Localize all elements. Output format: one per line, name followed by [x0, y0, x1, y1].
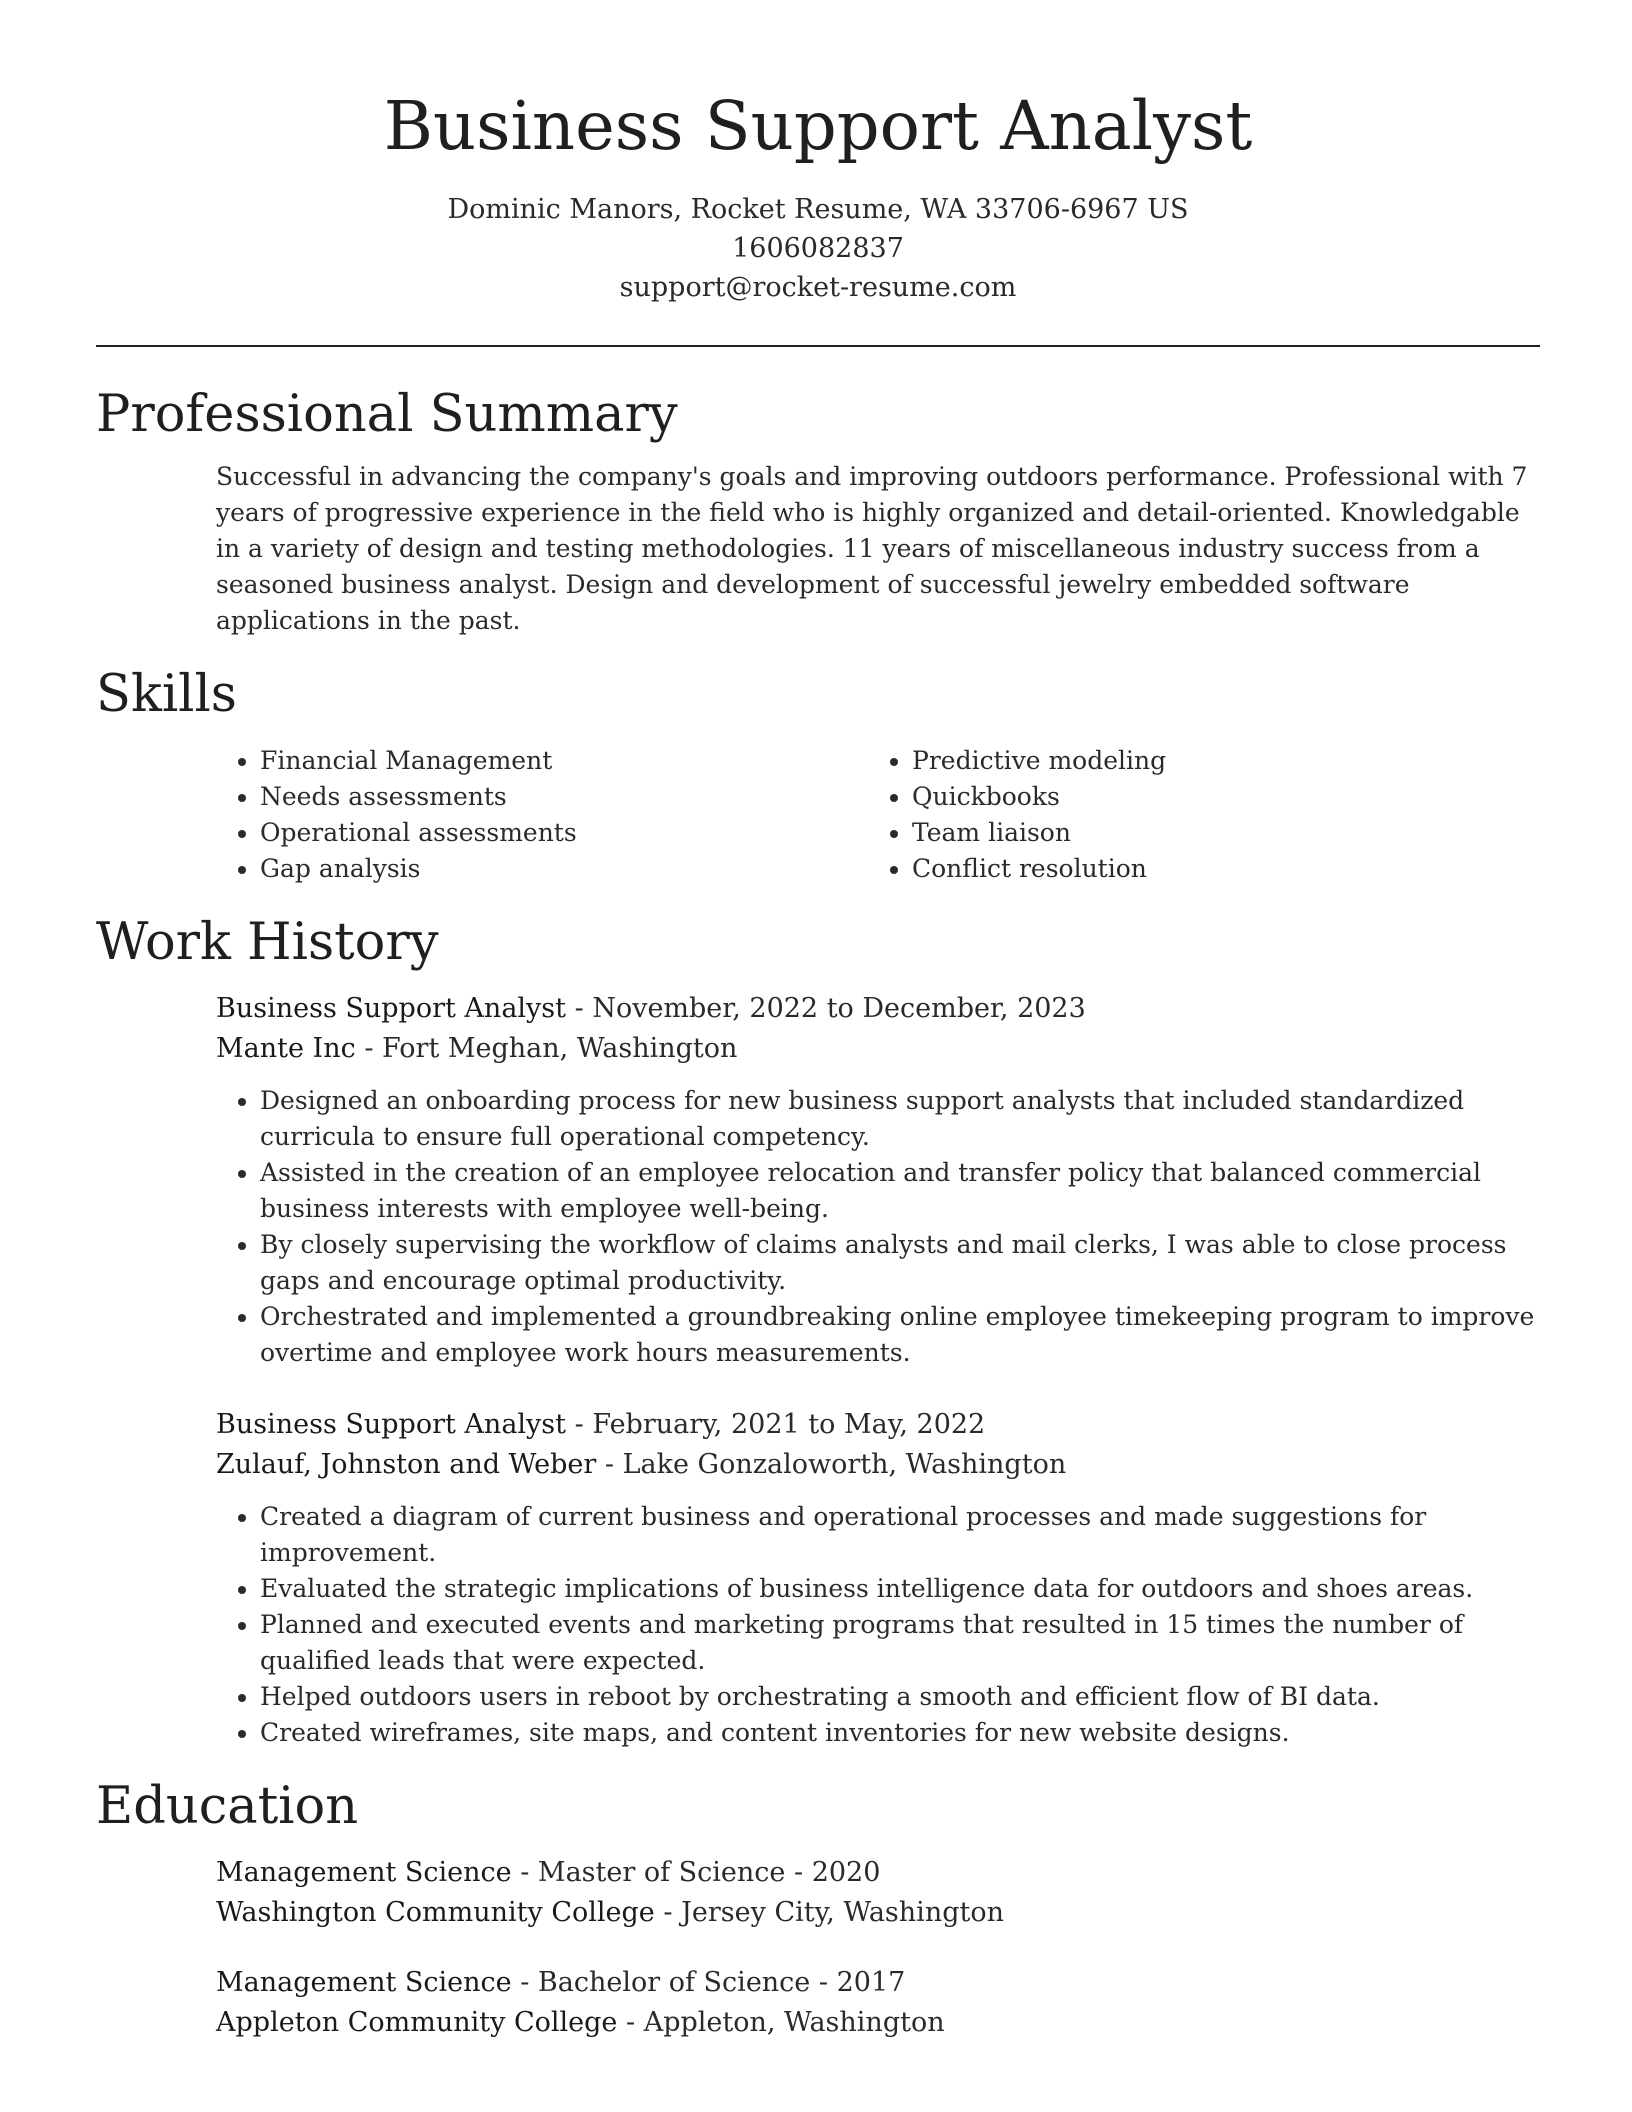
skills-column-right — [868, 743, 1520, 887]
skill-item: • Conflict resolution — [912, 851, 1520, 887]
resume-page — [96, 0, 1540, 2043]
contact-block — [96, 190, 1540, 307]
education-entry — [216, 1963, 1540, 2043]
header-divider — [96, 345, 1540, 347]
skill-item: • Needs assessments — [260, 779, 868, 815]
contact-address: Dominic Manors, Rocket Resume, WA 33706-6967 US — [447, 194, 1189, 225]
job-bullet: • By closely supervising the workflow of claims analysts and mail clerks, I was able to close process gaps and encourage optimal productivity. — [260, 1227, 1540, 1299]
section-heading-education: Education — [96, 1777, 359, 1836]
resume-title: Business Support Analyst — [383, 87, 1253, 165]
job-title: Business Support Analyst — [216, 993, 567, 1024]
education-school-line: Washington Community College - Jersey City, Washington — [216, 1897, 1004, 1928]
job-company-line: Zulauf, Johnston and Weber - Lake Gonzaloworth, Washington — [216, 1449, 1067, 1480]
section-heading-summary: Professional Summary — [96, 385, 678, 444]
education-degree: Bachelor of Science — [537, 1967, 811, 1998]
section-heading-work-history: Work History — [96, 913, 439, 972]
education-degree: Master of Science — [537, 1857, 786, 1888]
education-year: 2017 — [836, 1967, 906, 1998]
education-field: Management Science — [216, 1967, 512, 1998]
job-company: Zulauf, Johnston and Weber — [216, 1449, 597, 1480]
job-bullet: • Orchestrated and implemented a groundbreaking online employee timekeeping program to improve overtime and employee work hours measurements. — [260, 1299, 1540, 1371]
skill-item: • Quickbooks — [912, 779, 1520, 815]
job-location: Fort Meghan, Washington — [382, 1033, 738, 1064]
skill-item: • Operational assessments — [260, 815, 868, 851]
skill-item: • Financial Management — [260, 743, 868, 779]
job-dates: November, 2022 to December, 2023 — [592, 993, 1086, 1024]
job-entry — [216, 1405, 1540, 1751]
skill-item: • Predictive modeling — [912, 743, 1520, 779]
education-location: Appleton, Washington — [643, 2007, 945, 2038]
job-bullets — [216, 1083, 1540, 1371]
job-entry — [216, 989, 1540, 1371]
job-dates: February, 2021 to May, 2022 — [592, 1409, 986, 1440]
education-year: 2020 — [811, 1857, 881, 1888]
section-heading-skills: Skills — [96, 665, 237, 724]
job-bullet: • Evaluated the strategic implications of business intelligence data for outdoors and shoes areas. — [260, 1571, 1540, 1607]
job-bullet: • Created a diagram of current business and operational processes and made suggestions for improvement. — [260, 1499, 1540, 1571]
job-bullet: • Helped outdoors users in reboot by orchestrating a smooth and efficient flow of BI data. — [260, 1679, 1540, 1715]
skills-column-left — [216, 743, 868, 887]
education-location: Jersey City, Washington — [681, 1897, 1004, 1928]
job-company-line: Mante Inc - Fort Meghan, Washington — [216, 1033, 738, 1064]
summary-text: Successful in advancing the company's goals and improving outdoors performance. Professional with 7 years of progressive experience in the field who is highly organized and detail-oriented. Knowledgable in a variety of design and testing methodologies. 11 years of miscellaneous industry success from a seasoned business analyst. Design and development of successful jewelry embedded software applications in the past. — [216, 462, 1528, 635]
education-entry — [216, 1853, 1540, 1933]
job-bullet: • Designed an onboarding process for new business support analysts that included standardized curricula to ensure full operational competency. — [260, 1083, 1540, 1155]
job-location: Lake Gonzaloworth, Washington — [622, 1449, 1067, 1480]
job-title-line: Business Support Analyst - February, 2021 to May, 2022 — [216, 1409, 986, 1440]
skill-item: • Team liaison — [912, 815, 1520, 851]
job-bullet: • Created wireframes, site maps, and content inventories for new website designs. — [260, 1715, 1540, 1751]
skill-item: • Gap analysis — [260, 851, 868, 887]
education-degree-line: Management Science - Bachelor of Science - 2017 — [216, 1967, 906, 1998]
education-school: Appleton Community College — [216, 2007, 618, 2038]
job-title-line: Business Support Analyst - November, 2022 to December, 2023 — [216, 993, 1086, 1024]
contact-email: support@rocket-resume.com — [619, 272, 1017, 303]
contact-phone: 1606082837 — [732, 233, 904, 264]
job-bullet: • Assisted in the creation of an employee relocation and transfer policy that balanced commercial business interests with employee well-being. — [260, 1155, 1540, 1227]
education-school: Washington Community College — [216, 1897, 655, 1928]
education-school-line: Appleton Community College - Appleton, Washington — [216, 2007, 945, 2038]
job-bullets — [216, 1499, 1540, 1751]
education-degree-line: Management Science - Master of Science - 2020 — [216, 1857, 881, 1888]
skills-list — [216, 743, 1540, 887]
job-company: Mante Inc — [216, 1033, 356, 1064]
job-title: Business Support Analyst — [216, 1409, 567, 1440]
education-field: Management Science — [216, 1857, 512, 1888]
job-bullet: • Planned and executed events and marketing programs that resulted in 15 times the number of qualified leads that were expected. — [260, 1607, 1540, 1679]
